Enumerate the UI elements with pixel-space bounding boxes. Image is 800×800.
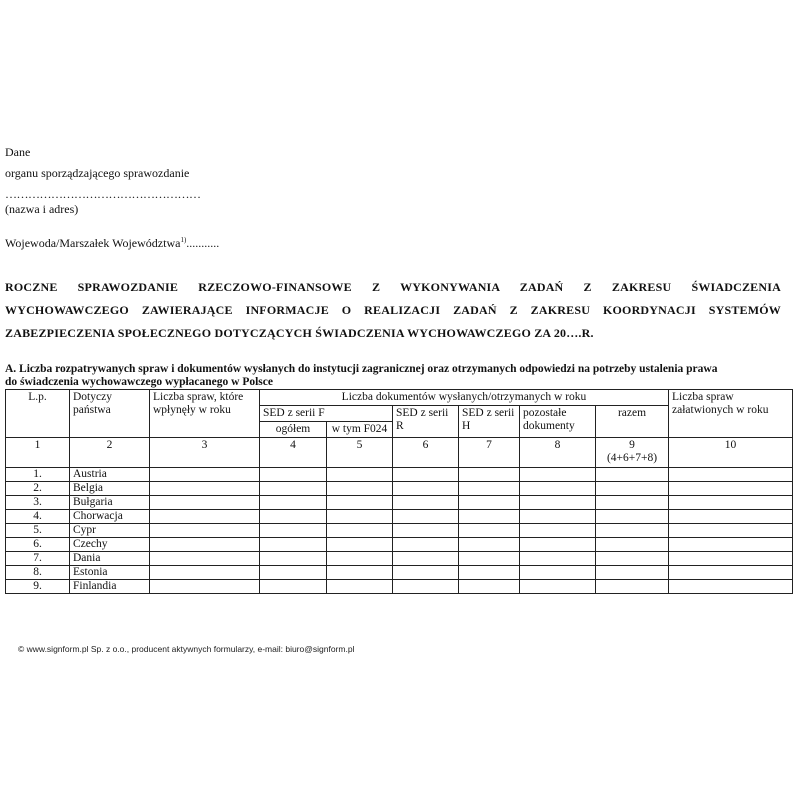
table-cell[interactable] (596, 524, 669, 538)
name-address-field[interactable]: …………………………………………… (5, 187, 201, 201)
table-cell[interactable] (459, 524, 520, 538)
sum-formula: (4+6+7+8) (606, 452, 658, 464)
row-country: Bułgaria (70, 496, 150, 510)
table-cell[interactable] (393, 496, 459, 510)
table-cell[interactable] (327, 510, 393, 524)
table-cell[interactable] (327, 482, 393, 496)
header-total-f: ogółem (260, 422, 327, 438)
table-cell[interactable] (150, 482, 260, 496)
row-lp: 8. (6, 566, 70, 580)
table-cell[interactable] (669, 496, 793, 510)
table-cell[interactable] (520, 524, 596, 538)
row-lp: 4. (6, 510, 70, 524)
table-cell[interactable] (327, 552, 393, 566)
table-cell[interactable] (393, 566, 459, 580)
row-country: Finlandia (70, 580, 150, 594)
table-cell[interactable] (669, 566, 793, 580)
row-lp: 3. (6, 496, 70, 510)
table-cell[interactable] (393, 538, 459, 552)
table-cell[interactable] (327, 538, 393, 552)
table-cell[interactable] (520, 468, 596, 482)
header-f024: w tym F024 (327, 422, 393, 438)
table-cell[interactable] (520, 510, 596, 524)
label-organ: organu sporządzającego sprawozdanie (5, 166, 190, 180)
table-cell[interactable] (520, 566, 596, 580)
table-cell[interactable] (459, 566, 520, 580)
table-row (6, 468, 793, 482)
table-cell[interactable] (669, 510, 793, 524)
table-cell[interactable] (393, 552, 459, 566)
row-lp: 5. (6, 524, 70, 538)
col-number: 6 (393, 438, 459, 468)
table-cell[interactable] (520, 538, 596, 552)
table-row (6, 538, 793, 552)
table-cell[interactable] (327, 566, 393, 580)
table-cell[interactable] (327, 496, 393, 510)
table-cell[interactable] (150, 468, 260, 482)
header-lp: L.p. (6, 390, 70, 438)
header-documents: Liczba dokumentów wysłanych/otrzymanych w roku (260, 390, 669, 406)
table-cell[interactable] (393, 524, 459, 538)
label-name-address: (nazwa i adres) (5, 202, 79, 216)
col-number: 10 (669, 438, 793, 468)
table-cell[interactable] (459, 496, 520, 510)
header-sum: razem (596, 406, 669, 438)
table-cell[interactable] (260, 524, 327, 538)
table-cell[interactable] (260, 552, 327, 566)
report-title-line-2: WYCHOWAWCZEGO ZAWIERAJĄCE INFORMACJE O REALIZACJI ZADAŃ Z ZAKRESU KOORDYNACJI SYSTEMÓW (5, 303, 781, 317)
recipient-field[interactable]: ........... (186, 236, 220, 250)
table-cell[interactable] (260, 468, 327, 482)
table-cell[interactable] (520, 552, 596, 566)
table-cell[interactable] (669, 468, 793, 482)
header-cases-resolved: Liczba spraw załatwionych w roku (669, 390, 793, 438)
recipient-line (5, 236, 219, 251)
section-a-title-line-2: do świadczenia wychowawczego wypłacanego w Polsce (5, 376, 273, 388)
table-cell[interactable] (459, 552, 520, 566)
table-cell[interactable] (150, 496, 260, 510)
header-sed-h: SED z serii H (459, 406, 520, 438)
header-other-documents: pozostałe dokumenty (520, 406, 596, 438)
table-cell[interactable] (393, 482, 459, 496)
footnote-marker: 1) (180, 236, 187, 244)
table-row (6, 566, 793, 580)
header-country: Dotyczy państwa (70, 390, 150, 438)
table-row (6, 482, 793, 496)
row-country: Austria (70, 468, 150, 482)
table-cell[interactable] (260, 482, 327, 496)
col-number: 2 (70, 438, 150, 468)
recipient-label: Wojewoda/Marszałek Województwa (5, 236, 181, 250)
table-row (6, 510, 793, 524)
col-number: 7 (459, 438, 520, 468)
table-cell[interactable] (520, 496, 596, 510)
table-cell[interactable] (669, 538, 793, 552)
table-cell[interactable] (393, 468, 459, 482)
header-sed-r: SED z serii R (393, 406, 459, 438)
table-cell[interactable] (150, 580, 260, 594)
table-cell[interactable] (260, 566, 327, 580)
header-cases-received: Liczba spraw, które wpłynęły w roku (150, 390, 260, 438)
row-lp: 7. (6, 552, 70, 566)
table-cell[interactable] (669, 580, 793, 594)
table-cell[interactable] (520, 580, 596, 594)
table-cell[interactable] (459, 468, 520, 482)
table-cell[interactable] (596, 566, 669, 580)
table-cell[interactable] (393, 580, 459, 594)
table-cell[interactable] (260, 538, 327, 552)
table-cell[interactable] (669, 552, 793, 566)
table-cell[interactable] (150, 552, 260, 566)
footer-copyright: © www.signform.pl Sp. z o.o., producent aktywnych formularzy, e-mail: biuro@signform.pl (18, 644, 355, 654)
row-country: Belgia (70, 482, 150, 496)
row-country: Estonia (70, 566, 150, 580)
row-lp: 6. (6, 538, 70, 552)
row-country: Chorwacja (70, 510, 150, 524)
row-country: Czechy (70, 538, 150, 552)
table-cell[interactable] (459, 510, 520, 524)
table-cell[interactable] (459, 482, 520, 496)
table-cell[interactable] (596, 468, 669, 482)
table-cell[interactable] (150, 566, 260, 580)
col-number: 3 (150, 438, 260, 468)
table-cell[interactable] (327, 580, 393, 594)
row-country: Cypr (70, 524, 150, 538)
report-table (5, 389, 793, 594)
table-cell[interactable] (150, 510, 260, 524)
col-number: 1 (6, 438, 70, 468)
table-cell[interactable] (327, 468, 393, 482)
table-cell[interactable] (596, 496, 669, 510)
row-lp: 2. (6, 482, 70, 496)
table-cell[interactable] (596, 510, 669, 524)
table-cell[interactable] (150, 538, 260, 552)
table-cell[interactable] (459, 538, 520, 552)
col-number-sum (596, 438, 669, 468)
table-cell[interactable] (393, 510, 459, 524)
row-lp: 9. (6, 580, 70, 594)
table-cell[interactable] (459, 580, 520, 594)
row-country: Dania (70, 552, 150, 566)
col-number: 5 (327, 438, 393, 468)
table-row (6, 552, 793, 566)
label-dane: Dane (5, 145, 31, 159)
table-cell[interactable] (596, 580, 669, 594)
table-cell[interactable] (520, 482, 596, 496)
report-title-line-3: ZABEZPIECZENIA SPOŁECZNEGO DOTYCZĄCYCH ŚWIADCZENIA WYCHOWAWCZEGO ZA 20….R. (5, 326, 594, 340)
section-a-title-line-1: A. Liczba rozpatrywanych spraw i dokumentów wysłanych do instytucji zagranicznej oraz otrzymanych odpowiedzi na potrzeby ustalenia prawa (5, 363, 718, 375)
report-title-line-1: ROCZNE SPRAWOZDANIE RZECZOWO-FINANSOWE Z WYKONYWANIA ZADAŃ Z ZAKRESU ŚWIADCZENIA (5, 280, 781, 294)
table-cell[interactable] (596, 482, 669, 496)
col-number: 9 (629, 439, 635, 451)
table-cell[interactable] (260, 496, 327, 510)
col-number: 8 (520, 438, 596, 468)
table-cell[interactable] (596, 552, 669, 566)
table-cell[interactable] (150, 524, 260, 538)
table-cell[interactable] (669, 524, 793, 538)
table-cell[interactable] (327, 524, 393, 538)
table-cell[interactable] (260, 580, 327, 594)
table-row (6, 524, 793, 538)
table-cell[interactable] (260, 510, 327, 524)
table-cell[interactable] (669, 482, 793, 496)
col-number: 4 (260, 438, 327, 468)
table-row (6, 496, 793, 510)
table-cell[interactable] (596, 538, 669, 552)
table-row (6, 580, 793, 594)
header-sed-f: SED z serii F (260, 406, 393, 422)
row-lp: 1. (6, 468, 70, 482)
